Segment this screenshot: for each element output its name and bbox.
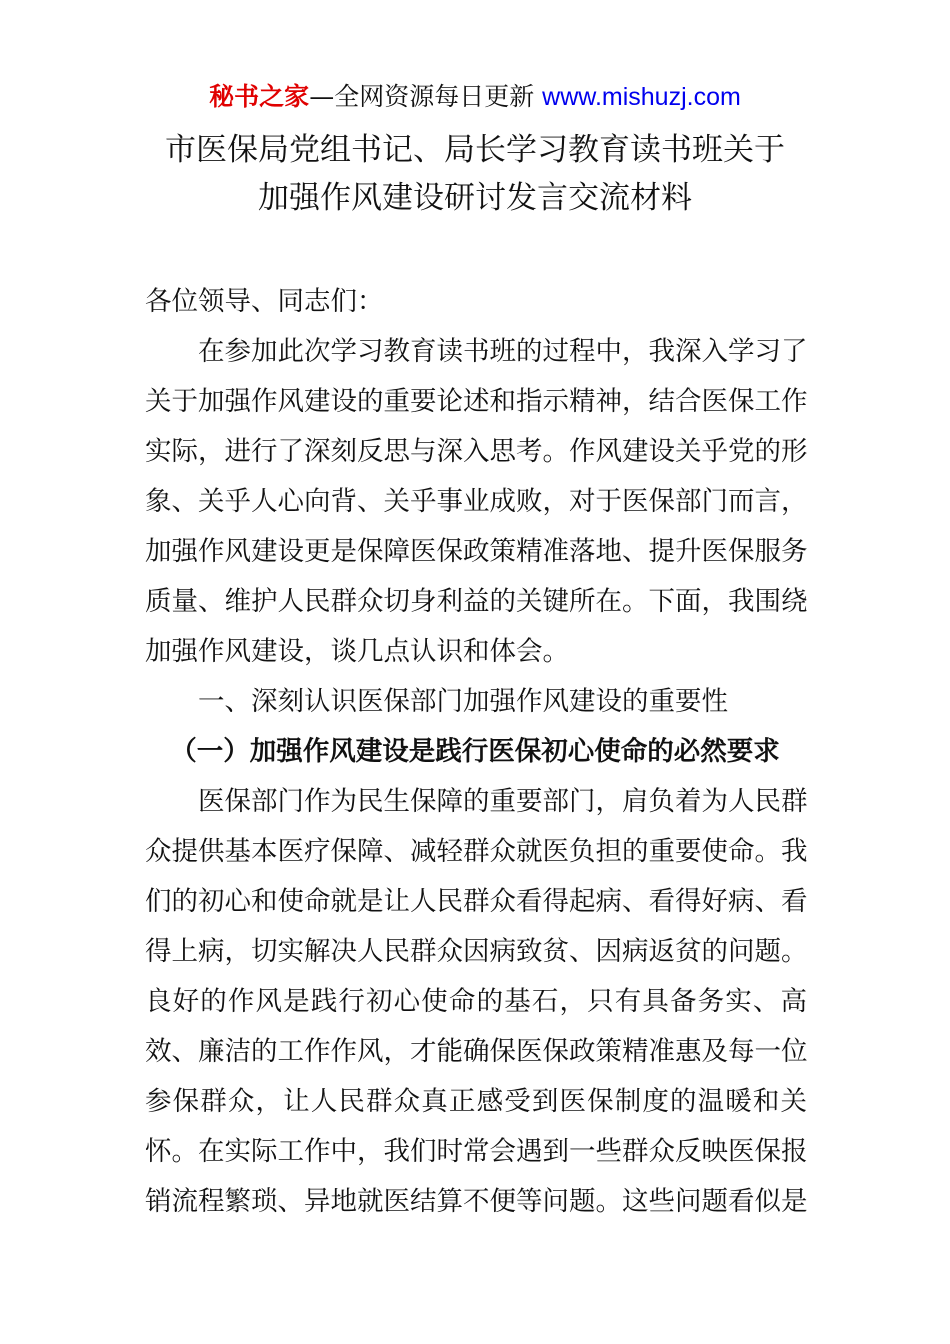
paragraph-line: 医保部门作为民生保障的重要部门，肩负着为人民群	[198, 786, 808, 817]
header-tagline: —全网资源每日更新	[309, 82, 535, 111]
paragraph-line: 良好的作风是践行初心使命的基石，只有具备务实、高	[145, 986, 807, 1017]
paragraph-line: 众提供基本医疗保障、减轻群众就医负担的重要使命。我	[145, 836, 808, 867]
paragraph-line: 怀。在实际工作中，我们时常会遇到一些群众反映医保报	[145, 1136, 808, 1167]
document-title-line-1: 市医保局党组书记、局长学习教育读书班关于	[165, 132, 785, 168]
salutation-text: 各位领导、同志们：	[145, 286, 384, 317]
paragraph-mission	[145, 777, 807, 1227]
paragraph-line: 质量、维护人民群众切身利益的关键所在。下面，我围绕	[145, 586, 808, 617]
document-title-line-2: 加强作风建设研讨发言交流材料	[258, 180, 692, 216]
paragraph-line: 得上病，切实解决人民群众因病致贫、因病返贫的问题。	[145, 936, 808, 967]
paragraph-line: 实际，进行了深刻反思与深入思考。作风建设关乎党的形	[145, 436, 808, 467]
paragraph-line: 们的初心和使命就是让人民群众看得起病、看得好病、看	[145, 886, 808, 917]
paragraph-line: 在参加此次学习教育读书班的过程中，我深入学习了	[198, 336, 808, 367]
salutation	[145, 277, 807, 327]
paragraph-line: 象、关乎人心向背、关乎事业成败，对于医保部门而言，	[145, 486, 808, 517]
paragraph-line: 销流程繁琐、异地就医结算不便等问题。这些问题看似是	[145, 1186, 808, 1217]
site-header	[0, 80, 950, 114]
paragraph-intro	[145, 327, 807, 677]
brand-name: 秘书之家	[209, 82, 310, 111]
paragraph-line: 效、廉洁的工作作风，才能确保医保政策精准惠及每一位	[145, 1036, 808, 1067]
subsection-heading-1: （一）加强作风建设是践行医保初心使命的必然要求	[170, 736, 780, 767]
paragraph-line: 加强作风建设更是保障医保政策精准落地、提升医保服务	[145, 536, 808, 567]
section-heading-1: 一、深刻认识医保部门加强作风建设的重要性	[198, 686, 728, 717]
paragraph-line: 参保群众，让人民群众真正感受到医保制度的温暖和关	[145, 1086, 807, 1117]
paragraph-line: 加强作风建设，谈几点认识和体会。	[145, 636, 569, 667]
site-url-link[interactable]: www.mishuzj.com	[542, 83, 741, 111]
paragraph-line: 关于加强作风建设的重要论述和指示精神，结合医保工作	[145, 386, 808, 417]
